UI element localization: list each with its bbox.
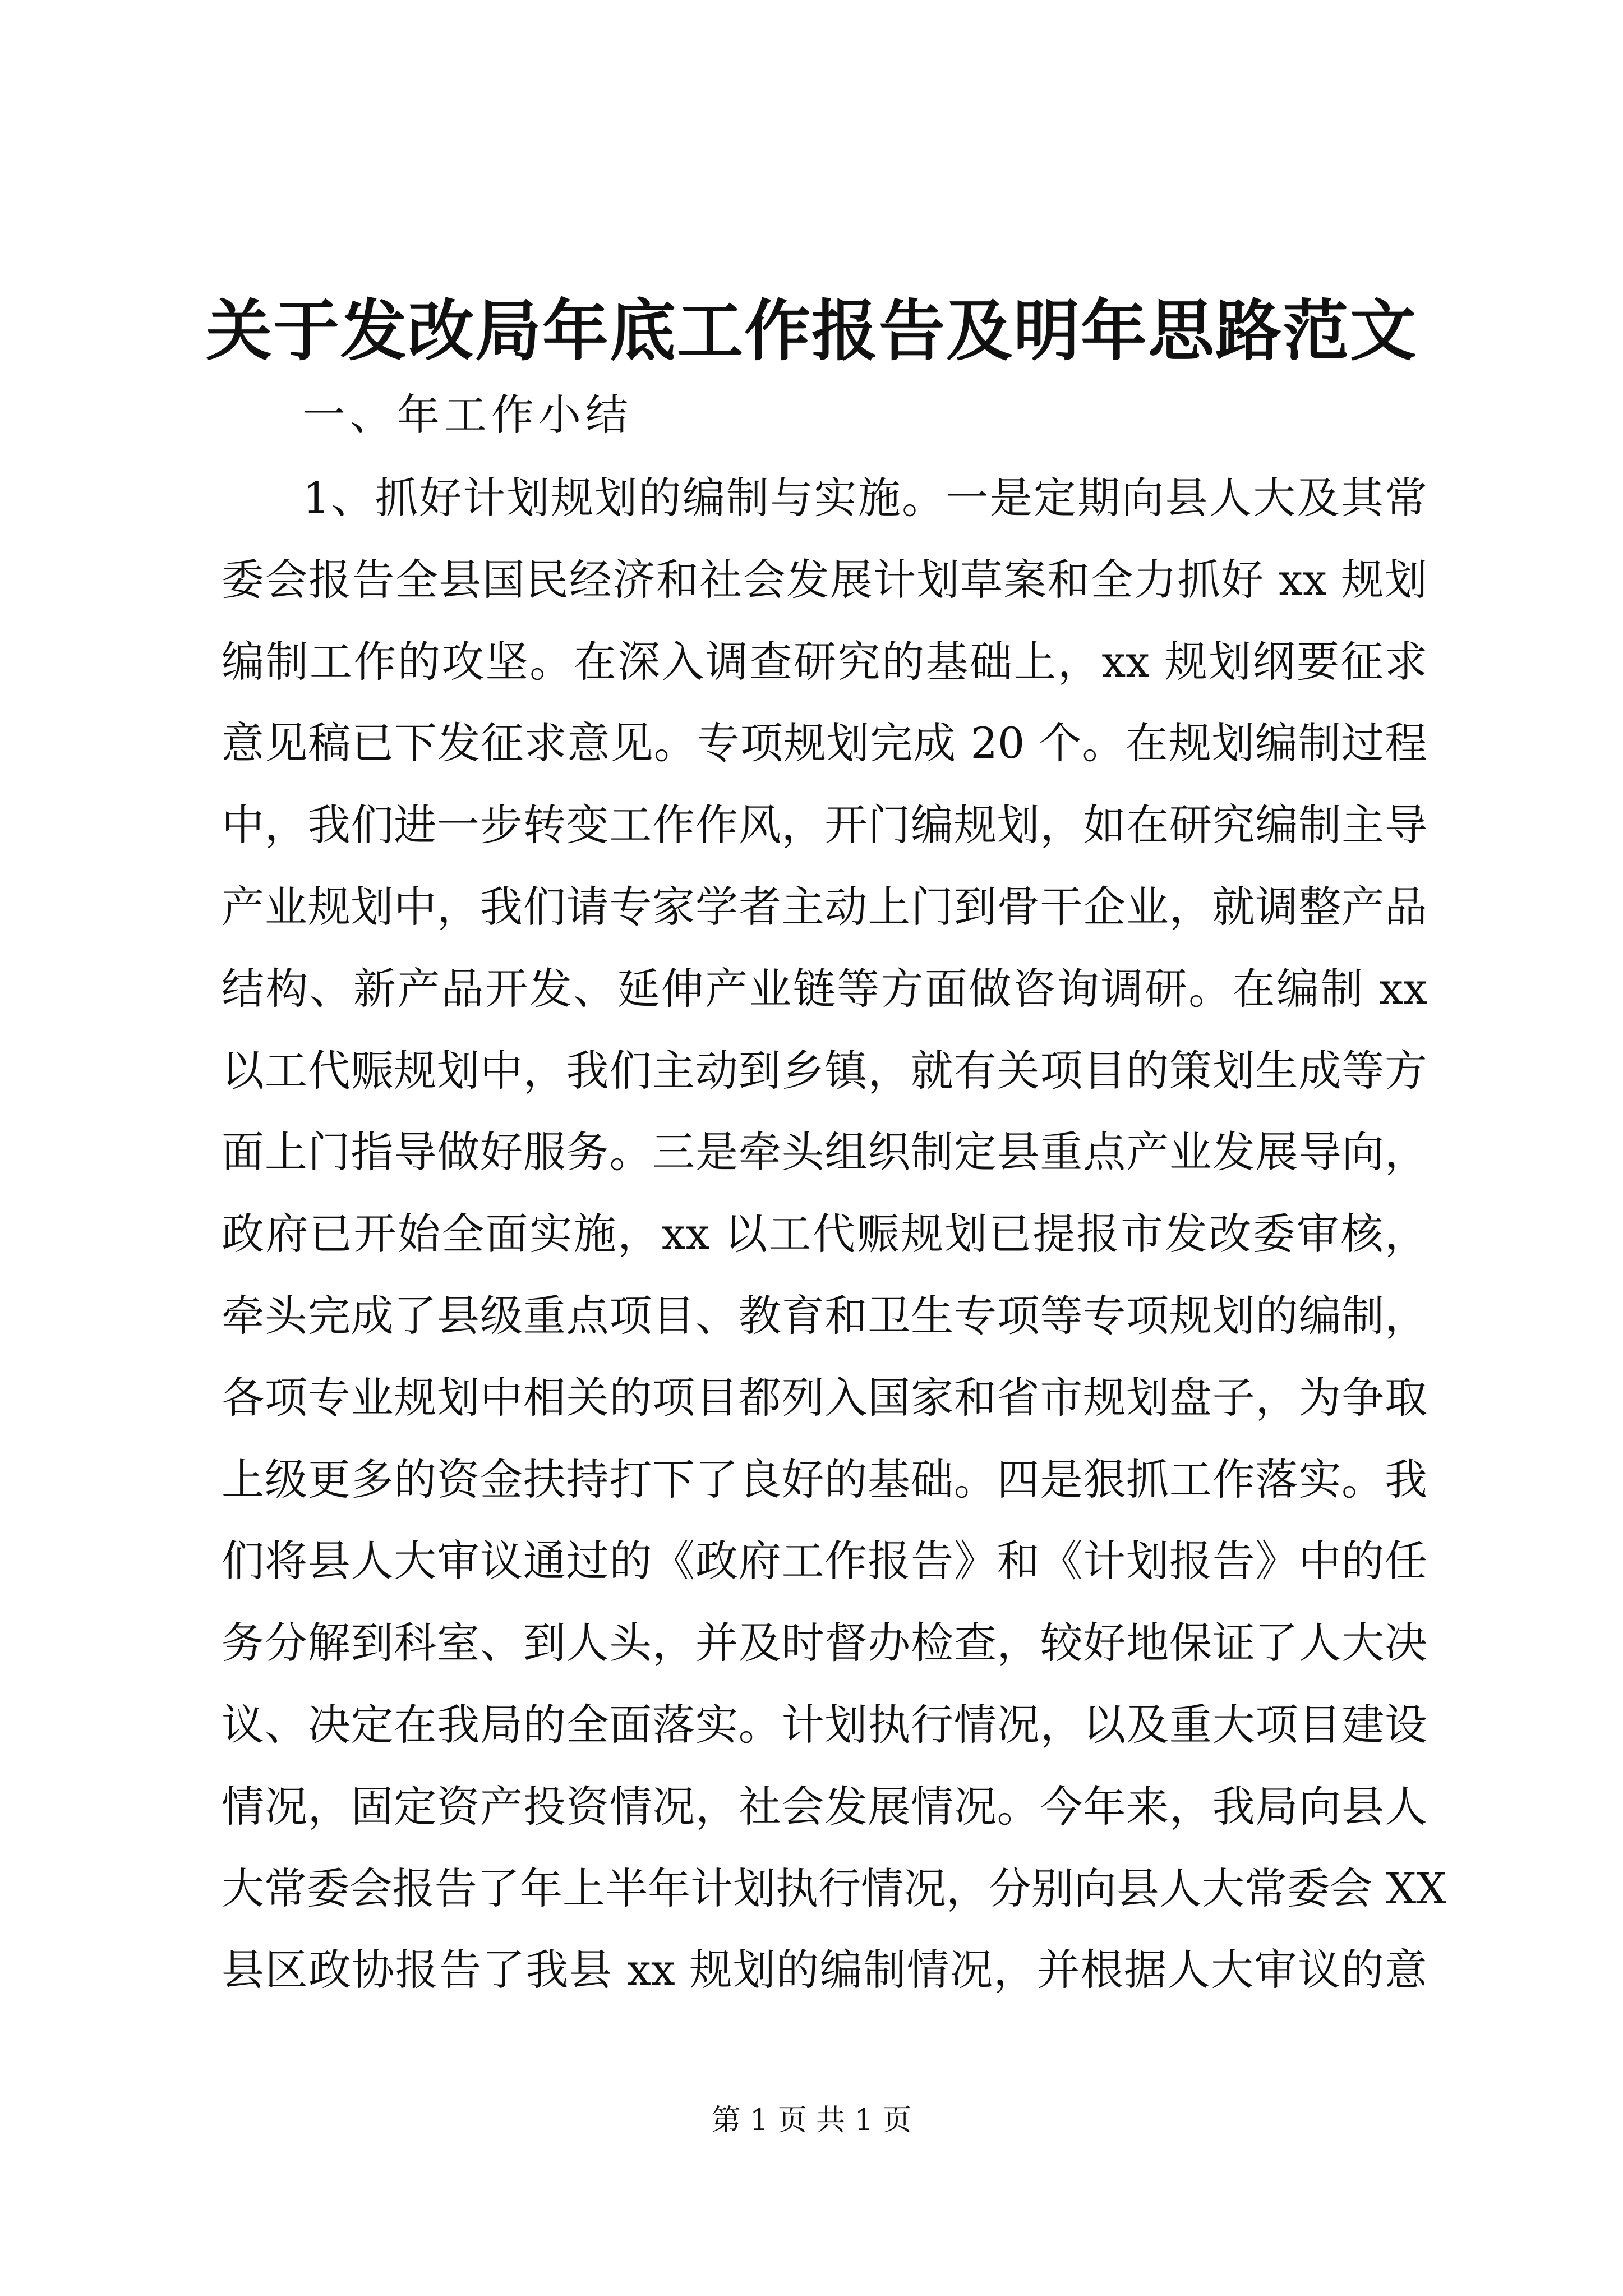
- paragraph-line: 们将县人大审议通过的《政府工作报告》和《计划报告》中的任: [222, 1536, 1427, 1586]
- paragraph-line: 以工代赈规划中，我们主动到乡镇，就有关项目的策划生成等方: [222, 1045, 1427, 1096]
- paragraph-line: 务分解到科室、到人头，并及时督办检查，较好地保证了人大决: [222, 1618, 1427, 1668]
- paragraph-line: 上级更多的资金扶持打下了良好的基础。四是狠抓工作落实。我: [222, 1454, 1427, 1504]
- section-heading: 一、年工作小结: [303, 390, 633, 440]
- paragraph-line: 议、决定在我局的全面落实。计划执行情况，以及重大项目建设: [222, 1699, 1427, 1750]
- paragraph-line: 产业规划中，我们请专家学者主动上门到骨干企业，就调整产品: [222, 881, 1427, 932]
- paragraph-line: 各项专业规划中相关的项目都列入国家和省市规划盘子，为争取: [222, 1372, 1427, 1423]
- paragraph-line: 委会报告全县国民经济和社会发展计划草案和全力抓好 xx 规划: [222, 554, 1427, 605]
- paragraph-line: 县区政协报告了我县 xx 规划的编制情况，并根据人大审议的意: [222, 1945, 1427, 1995]
- paragraph-line: 政府已开始全面实施，xx 以工代赈规划已提报市发改委审核，: [222, 1209, 1427, 1259]
- paragraph-line: 编制工作的攻坚。在深入调查研究的基础上，xx 规划纲要征求: [222, 636, 1427, 687]
- document-title: 关于发改局年底工作报告及明年思路范文: [205, 292, 1417, 370]
- paragraph-line: 1、抓好计划规划的编制与实施。一是定期向县人大及其常: [303, 473, 1427, 523]
- paragraph-line: 意见稿已下发征求意见。专项规划完成 20 个。在规划编制过程: [222, 718, 1427, 769]
- page-footer: 第 1 页 共 1 页: [711, 2104, 912, 2137]
- paragraph-line: 结构、新产品开发、延伸产业链等方面做咨询调研。在编制 xx: [222, 963, 1427, 1014]
- paragraph-line: 牵头完成了县级重点项目、教育和卫生专项等专项规划的编制，: [222, 1290, 1427, 1341]
- paragraph-line: 面上门指导做好服务。三是牵头组织制定县重点产业发展导向，: [222, 1127, 1427, 1177]
- paragraph-line: 大常委会报告了年上半年计划执行情况，分别向县人大常委会 XX: [222, 1863, 1447, 1913]
- paragraph: [222, 457, 1447, 2011]
- paragraph-line: 中，我们进一步转变工作作风，开门编规划，如在研究编制主导: [222, 800, 1427, 850]
- paragraph-line: 情况，固定资产投资情况，社会发展情况。今年来，我局向县人: [222, 1781, 1427, 1832]
